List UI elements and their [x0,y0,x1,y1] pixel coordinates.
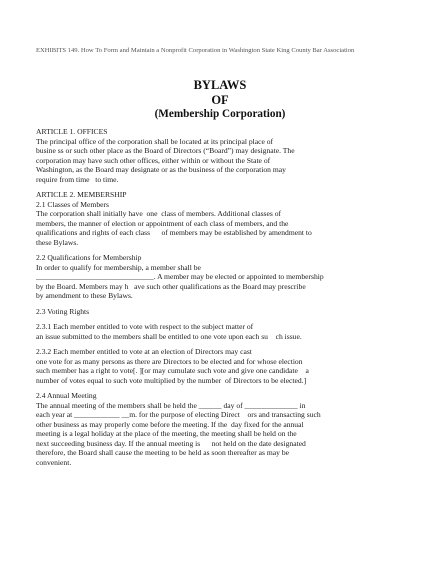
section-2-4-line: next succeeding business day. If the annual meeting is not held on the date designated [36,438,306,448]
section-2-4-line: other business as may properly come before the meeting. If the day fixed for the annual [36,419,304,429]
document-title-of: OF [211,93,229,107]
section-2-2-line: In order to qualify for membership, a member shall be [36,262,201,272]
section-2-4-line: The annual meeting of the members shall be held the ______ day of ______________ in [36,400,306,410]
article-1-line: Washington, as the Board may designate or as the business of the corporation may [36,165,286,174]
article-1-heading: ARTICLE 1. OFFICES [36,127,108,136]
exhibit-header-note: EXHIBITS 149. How To Form and Maintain a Nonprofit Corporation in Washington State King County Bar Association [36,47,355,54]
section-2-2-line: by the Board. Members may h ave such other qualifications as the Board may prescribe [36,281,306,291]
section-2-1-line: these Bylaws. [36,237,79,247]
section-2-2-line: _______________________________. A member may be elected or appointed to membership [36,272,324,281]
section-2-4-line: therefore, the Board shall cause the meeting to be held as soon thereafter as may be [36,448,290,457]
document-subtitle: (Membership Corporation) [154,108,286,120]
article-2-heading: ARTICLE 2. MEMBERSHIP [36,190,127,199]
article-1-line: require from time to time. [36,174,119,184]
article-1-line: busine ss or such other place as the Board of Directors (“Board”) may designate. The [36,146,295,155]
section-2-4-heading: 2.4 Annual Meeting [36,391,97,400]
section-2-3-1-line: an issue submitted to the members shall be entitled to one vote upon each su ch issue. [36,331,302,341]
section-2-3-2-line: number of votes equal to such vote multiplied by the number of Directors to be elected.] [36,375,307,385]
article-1-line: The principal office of the corporation shall be located at its principal place of [36,136,274,146]
title-block [0,78,440,121]
section-2-4-line: each year at ____________ __m. for the purpose of electing Direct ors and transacting such [36,410,321,419]
section-2-2-line: by amendment to these Bylaws. [36,291,133,300]
section-2-3-2-line: one vote for as many persons as there are Directors to be elected and for whose election [36,356,303,366]
document-body [36,127,408,467]
section-2-3-2-line: 2.3.2 Each member entitled to vote at an election of Directors may cast [36,347,252,356]
section-2-1-line: qualifications and rights of each class of members may be established by amendment to [36,228,312,237]
document-title: BYLAWS [193,78,247,92]
section-2-3-heading: 2.3 Voting Rights [36,306,90,316]
section-2-4-line: meeting is a legal holiday at the place of the meeting, the meeting shall be held on the [36,429,297,438]
section-2-3-1-line: 2.3.1 Each member entitled to vote with respect to the subject matter of [36,322,254,331]
section-2-4-line: convenient. [36,457,72,467]
section-2-1-line: members, the manner of election or appointment of each class of members, and the [36,218,289,228]
article-1-line: corporation may have such other offices, either within or without the State of [36,155,271,165]
section-2-1-heading: 2.1 Classes of Members [36,199,109,209]
section-2-3-2-line: such member has a right to vote[. ][or may cumulate such vote and give one candidate a [36,366,309,375]
section-2-2-heading: 2.2 Qualifications for Membership [36,253,142,262]
section-2-1-line: The corporation shall initially have one class of members. Additional classes of [36,209,282,218]
